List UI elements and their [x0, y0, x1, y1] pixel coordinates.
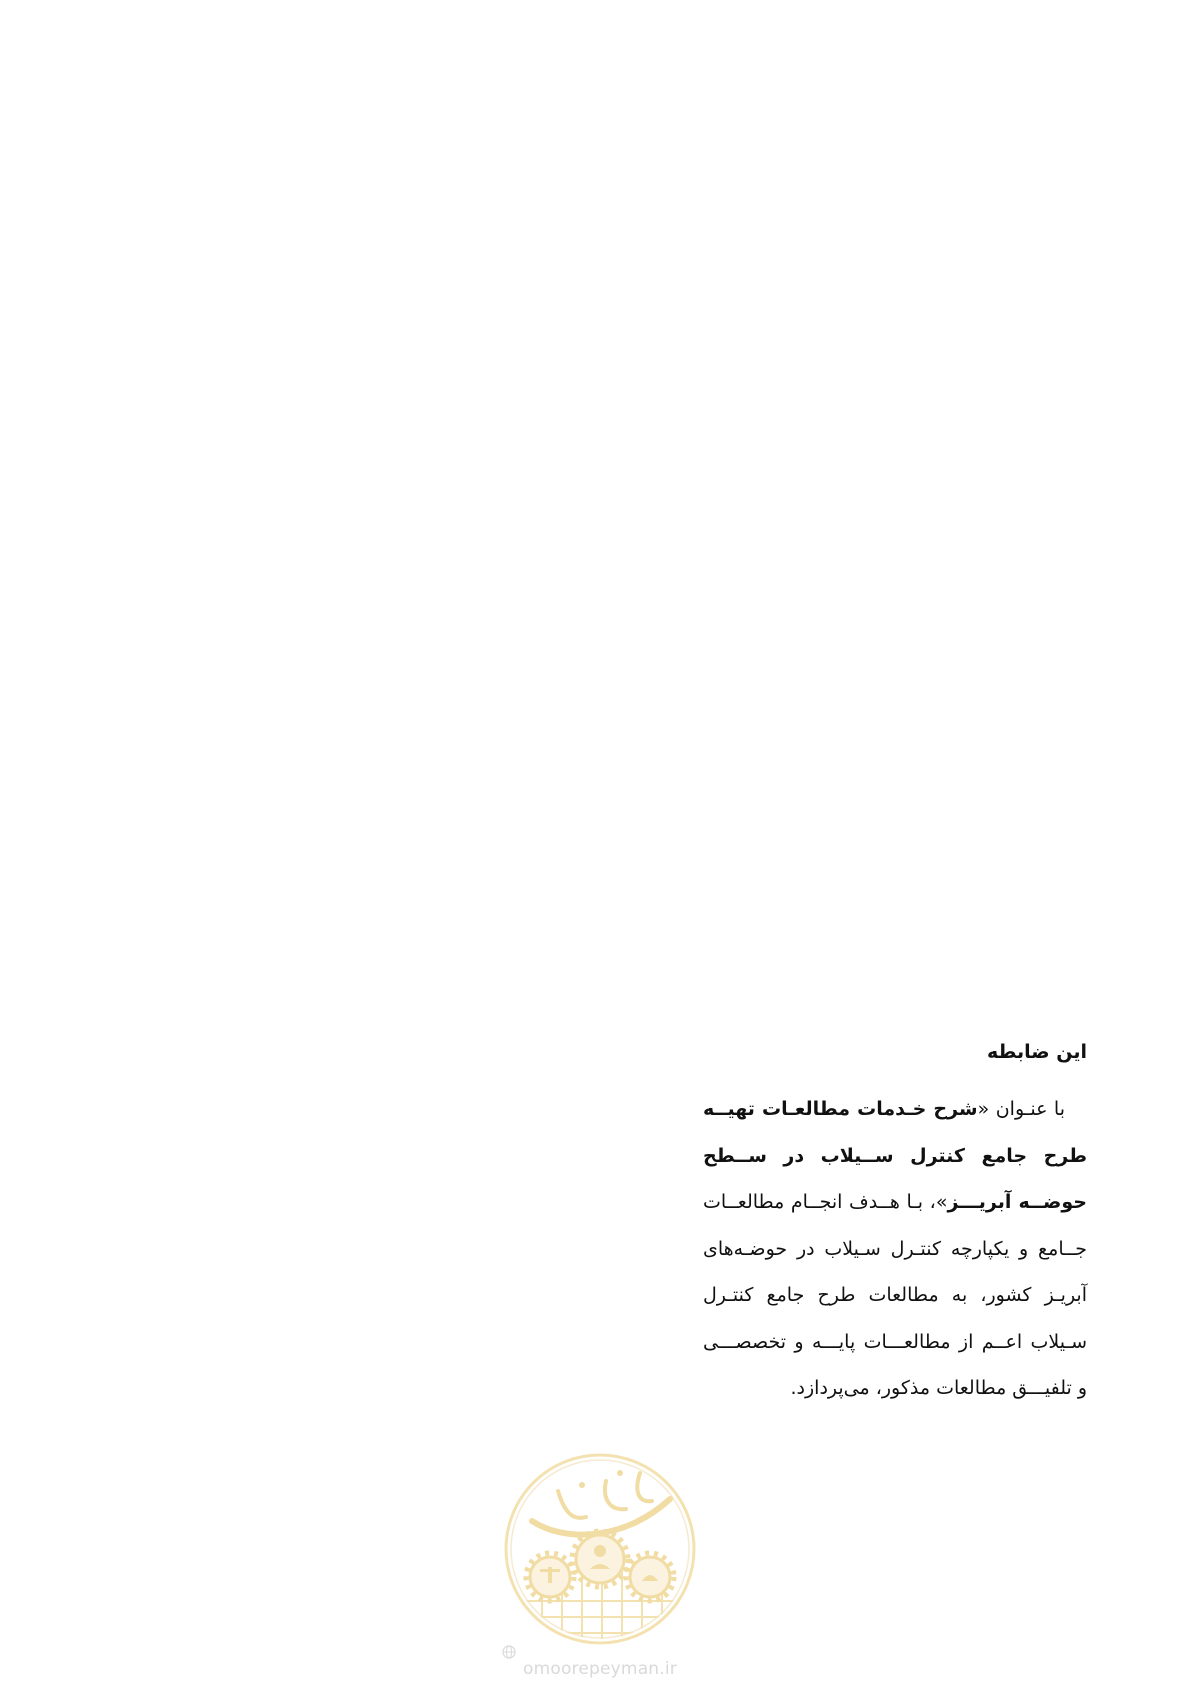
abstract-lead-in: با عنـوان « [977, 1098, 1066, 1120]
abstract-paragraph [703, 1086, 1087, 1412]
abstract-section [703, 1036, 1087, 1412]
standard-title: شرح خـدمات مطالعـات تهیــه طرح جامع کنترل ســیلاب در ســطح حوضــه آبریـــز [703, 1098, 1088, 1213]
watermark-logo [502, 1451, 698, 1679]
globe-icon [502, 1645, 516, 1659]
watermark-seal-icon [502, 1451, 698, 1647]
abstract-rest: »، بـا هــدف انجــام مطالعــات جــامع و یکپارچه کنتـرل سـیلاب در حوضـه‌های آبریـز کشور، به مطالعات طرح جامع کنتـرل سـیلاب اعــم از مطالعـــات پایـــه و تخصصـــی و تلفیـــق مطالعات مذکور، می‌پردازد. [703, 1191, 1087, 1399]
abstract-heading: این ضابطه [986, 1041, 1087, 1063]
watermark-url [502, 1645, 698, 1679]
watermark-url-text: omoorepeyman.ir [522, 1659, 678, 1679]
